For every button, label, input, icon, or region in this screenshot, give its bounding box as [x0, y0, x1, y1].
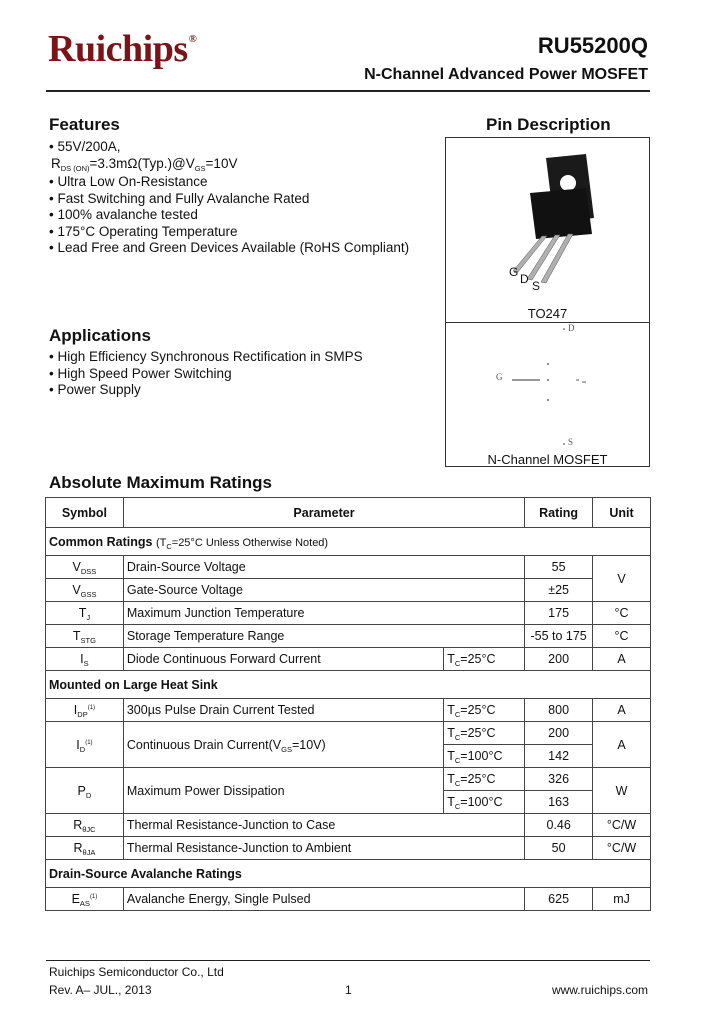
- symbol-label-s: S: [568, 437, 574, 447]
- symbol-cell: $R_{\theta JA}$: [46, 837, 124, 860]
- applications-list: [49, 349, 363, 399]
- parameter-cell: Gate-Source Voltage: [123, 579, 524, 602]
- unit-cell: A: [593, 722, 651, 768]
- unit-cell: V: [593, 556, 651, 602]
- absolute-maximum-ratings-table: [45, 497, 651, 911]
- condition-cell: $T_C=25^\circ C$: [444, 648, 525, 671]
- rating-cell: 200: [525, 722, 593, 745]
- rating-cell: 50: [525, 837, 593, 860]
- pin-box-divider: [446, 322, 649, 323]
- parameter-cell: Thermal Resistance-Junction to Ambient: [123, 837, 524, 860]
- table-row: [46, 625, 651, 648]
- feature-item: • Lead Free and Green Devices Available (RoHS Compliant): [49, 240, 410, 255]
- col-header-parameter: Parameter: [123, 498, 524, 528]
- features-heading: Features: [49, 115, 120, 134]
- unit-cell: °C/W: [593, 837, 651, 860]
- parameter-cell: Drain-Source Voltage: [123, 556, 524, 579]
- to247-package-drawing: [446, 138, 649, 466]
- footer-website: www.ruichips.com: [551, 983, 648, 997]
- company-logo: [48, 30, 196, 68]
- rating-cell: -55 to 175: [525, 625, 593, 648]
- section-row: [46, 528, 651, 556]
- table-row: [46, 602, 651, 625]
- unit-cell: °C/W: [593, 814, 651, 837]
- feature-item: • Fast Switching and Fully Avalanche Rated: [49, 190, 310, 206]
- parameter-cell: Continuous Drain $Current(V_{GS}=10V)$: [123, 722, 443, 768]
- unit-cell: A: [593, 699, 651, 722]
- table-row: [46, 814, 651, 837]
- part-number: RU55200Q: [537, 33, 648, 58]
- condition-cell: $T_C=25^\circ C$: [444, 768, 525, 791]
- condition-cell: $T_C=100^\circ C$: [444, 791, 525, 814]
- symbol-cell: $T_{STG}$: [46, 625, 124, 648]
- symbol-label-d: D: [568, 323, 575, 333]
- rating-cell: 55: [525, 556, 593, 579]
- footer-revision: Rev. A– JUL., 2013: [49, 983, 152, 997]
- symbol-cell: $V_{GSS}$: [46, 579, 124, 602]
- header-divider: [46, 90, 650, 92]
- rating-cell: 175: [525, 602, 593, 625]
- unit-cell: °C: [593, 602, 651, 625]
- feature-rds: $R_{DS (ON)}=3.3m\Omega(Typ.)@V_{GS}=10V$: [51, 155, 238, 173]
- unit-cell: A: [593, 648, 651, 671]
- col-header-symbol: Symbol: [46, 498, 124, 528]
- application-item: • High Speed Power Switching: [49, 365, 232, 381]
- footer-company: Ruichips Semiconductor Co., Ltd: [49, 965, 224, 979]
- table-row: [46, 556, 651, 579]
- unit-cell: °C: [593, 625, 651, 648]
- condition-cell: $T_C=100^\circ C$: [444, 745, 525, 768]
- symbol-cell: $P_D$: [46, 768, 124, 814]
- section-row: [46, 671, 651, 699]
- symbol-cell: $I_{DP}^{(1)}$: [46, 699, 124, 722]
- rating-cell: 163: [525, 791, 593, 814]
- section-avalanche-ratings: Drain-Source Avalanche Ratings: [46, 860, 651, 888]
- parameter-cell: Avalanche Energy, Single Pulsed: [123, 888, 524, 911]
- col-header-unit: Unit: [593, 498, 651, 528]
- parameter-cell: Diode Continuous Forward Current: [123, 648, 443, 671]
- pin-description-box: [445, 137, 650, 467]
- parameter-cell: Storage Temperature Range: [123, 625, 524, 648]
- rating-cell: 0.46: [525, 814, 593, 837]
- pin-label-s: S: [532, 279, 541, 293]
- section-row: [46, 860, 651, 888]
- footer-divider: [46, 960, 650, 961]
- parameter-cell: Maximum Junction Temperature: [123, 602, 524, 625]
- features-list: [49, 139, 409, 257]
- pin-label-d: D: [520, 272, 529, 286]
- applications-heading: Applications: [49, 326, 152, 345]
- condition-cell: $T_C=25^\circ C$: [444, 699, 525, 722]
- rating-cell: 625: [525, 888, 593, 911]
- logo-text: Ruichips: [48, 28, 188, 70]
- unit-cell: W: [593, 768, 651, 814]
- symbol-cell: $R_{\theta JC}$: [46, 814, 124, 837]
- rating-cell: 142: [525, 745, 593, 768]
- rating-cell: 200: [525, 648, 593, 671]
- feature-item: • 175°C Operating Temperature: [49, 223, 238, 239]
- table-row: [46, 888, 651, 911]
- rating-cell: 326: [525, 768, 593, 791]
- footer-page-number: 1: [345, 983, 352, 997]
- rating-cell: ±25: [525, 579, 593, 602]
- package-label: TO247: [527, 306, 568, 321]
- table-row: [46, 579, 651, 602]
- amr-heading: Absolute Maximum Ratings: [49, 473, 272, 492]
- section-common-ratings: Common Ratings ($T_C=25^\circ C$ Unless Otherwise Noted): [46, 528, 651, 556]
- symbol-label-g: G: [496, 372, 503, 382]
- unit-cell: mJ: [593, 888, 651, 911]
- table-row: [46, 699, 651, 722]
- condition-cell: $T_C=25^\circ C$: [444, 722, 525, 745]
- parameter-cell: Thermal Resistance-Junction to Case: [123, 814, 524, 837]
- symbol-cell: $E_{AS}^{(1)}$: [46, 888, 124, 911]
- table-header-row: [46, 498, 651, 528]
- rating-cell: 800: [525, 699, 593, 722]
- table-row: [46, 768, 651, 791]
- document-subtitle: N-Channel Advanced Power MOSFET: [364, 66, 648, 83]
- pin-description-heading: Pin Description: [486, 115, 611, 134]
- pin-label-g: G: [509, 265, 519, 279]
- parameter-cell: 300µs Pulse Drain Current Tested: [123, 699, 443, 722]
- parameter-cell: Maximum Power Dissipation: [123, 768, 443, 814]
- symbol-caption: N-Channel MOSFET: [487, 452, 608, 467]
- application-item: • High Efficiency Synchronous Rectification in SMPS: [49, 349, 363, 364]
- registered-mark: ®: [188, 33, 197, 45]
- symbol-cell: $V_{DSS}$: [46, 556, 124, 579]
- symbol-cell: $T_J$: [46, 602, 124, 625]
- feature-item: • 100% avalanche tested: [49, 207, 198, 222]
- section-mounted-heat-sink: Mounted on Large Heat Sink: [46, 671, 651, 699]
- table-row: [46, 837, 651, 860]
- table-row: [46, 648, 651, 671]
- symbol-cell: $I_S$: [46, 648, 124, 671]
- symbol-cell: $I_D^{(1)}$: [46, 722, 124, 768]
- application-item: • Power Supply: [49, 382, 141, 397]
- feature-spec: • 55V/200A,: [49, 139, 121, 154]
- feature-item: • Ultra Low On-Resistance: [49, 174, 208, 189]
- table-row: [46, 722, 651, 745]
- col-header-rating: Rating: [525, 498, 593, 528]
